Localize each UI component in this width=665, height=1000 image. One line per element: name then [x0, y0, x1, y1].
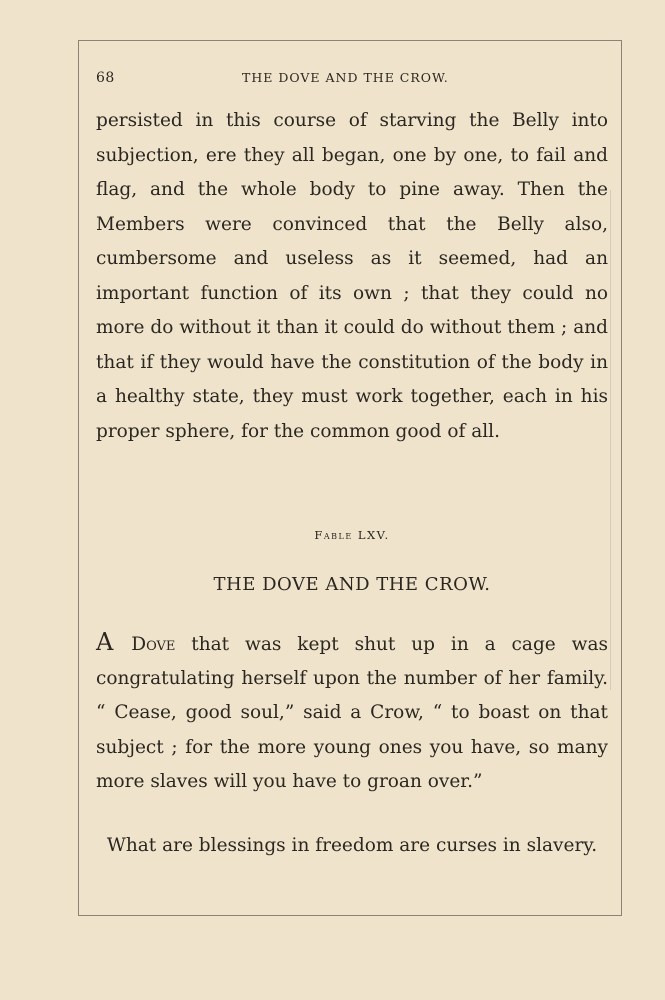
continuation-paragraph: persisted in this course of starving the Belly into subjection, ere they all began, one by one, to fail and flag, and the whole body to pine away. Then the Members were convinced that the Belly also, cumbersome and useless as it seemed, had an important function of its own ; that they could no more do without it than it could do without them ; and that if they would have the constitution of the body in a healthy state, they must work together, each in his proper sphere, for the common good of all.: [96, 110, 608, 442]
fable-title: THE DOVE AND THE CROW.: [213, 574, 491, 595]
fable-paragraph: [96, 628, 608, 799]
fable-body-text: that was kept shut up in a cage was congratulating herself upon the number of her family. “ Cease, good soul,” said a Crow, “ to boast on that subject ; for the more young ones you have, so many more slaves will you have to groan over.”: [96, 634, 608, 792]
fable-subject: Dove: [131, 634, 176, 655]
fable-number-label: Fable LXV.: [314, 528, 390, 542]
fable-moral: What are blessings in freedom are curses in slavery.: [106, 835, 598, 856]
running-title: THE DOVE AND THE CROW.: [242, 70, 449, 85]
page-number: 68: [96, 70, 115, 86]
page-edge-shadow: [610, 190, 611, 690]
page-header: [96, 68, 608, 94]
drop-cap: A: [96, 628, 114, 656]
